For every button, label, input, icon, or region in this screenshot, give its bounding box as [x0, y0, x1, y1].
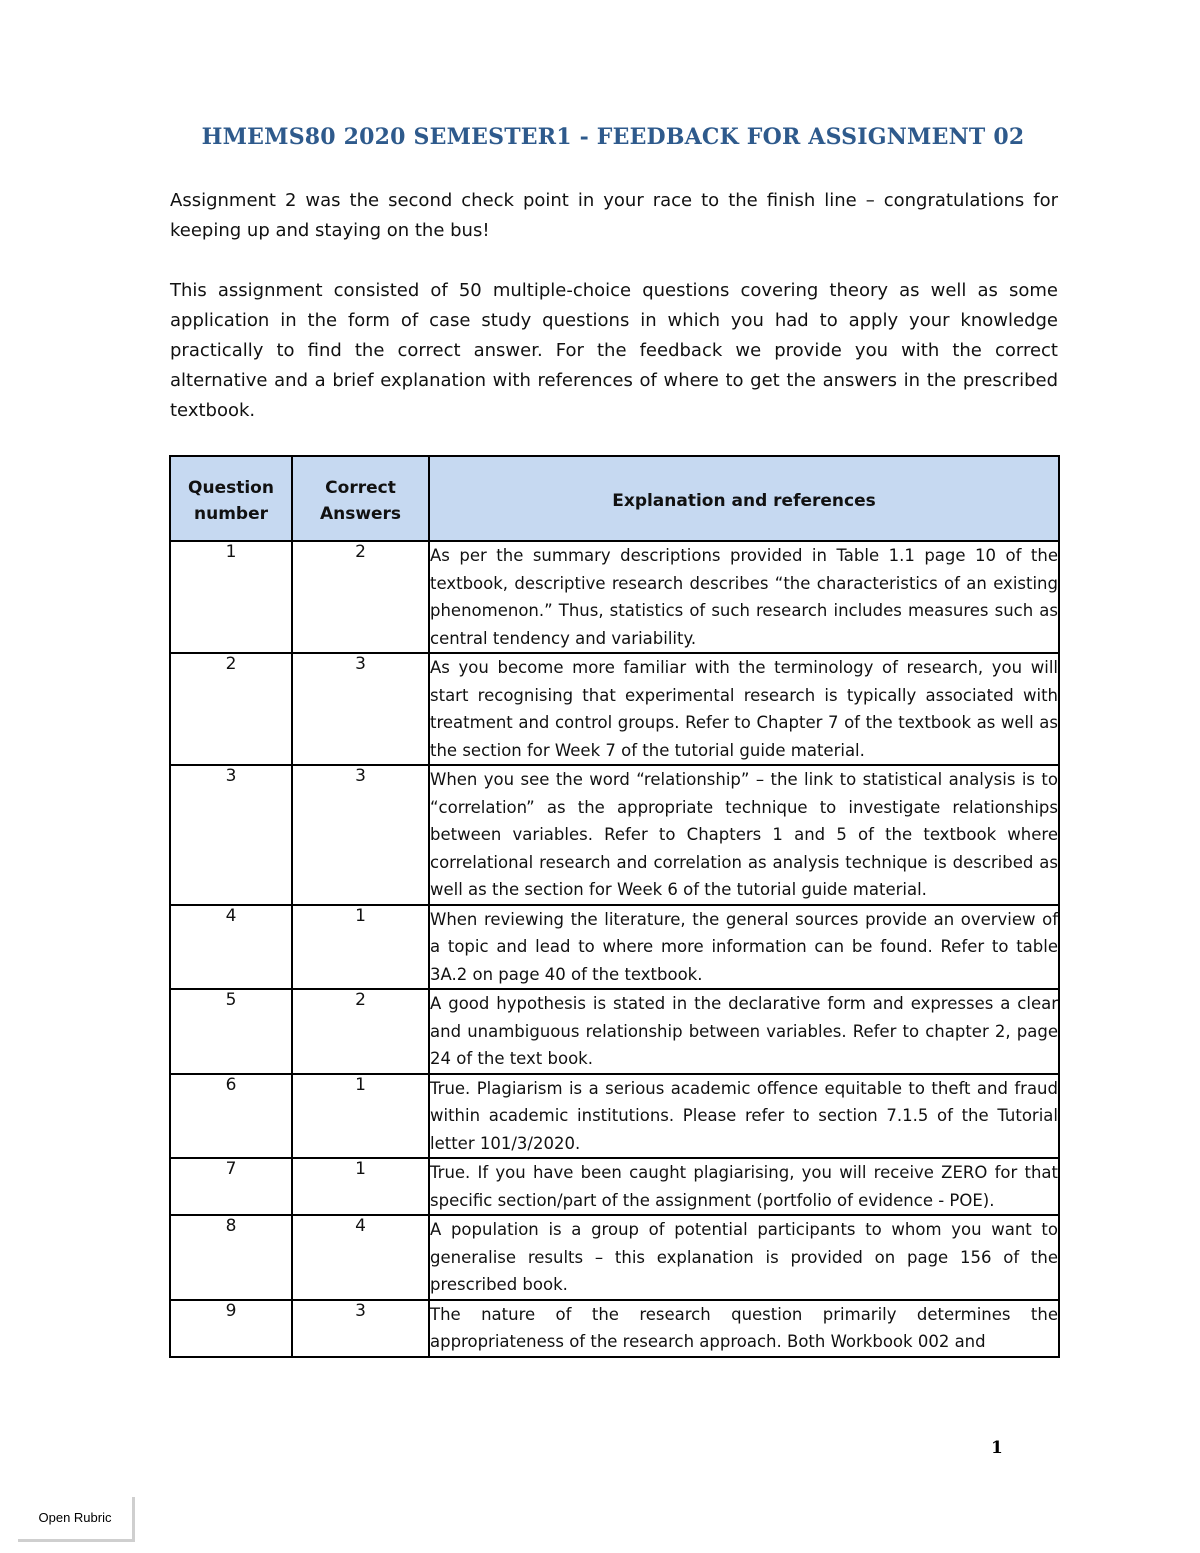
question-number: 9 [170, 1300, 292, 1357]
explanation: True. Plagiarism is a serious academic offence equitable to theft and fraud within academic institutions. Please refer to section 7.1.5 of the Tutorial letter 101/3/2020. [429, 1074, 1059, 1159]
question-number: 4 [170, 905, 292, 990]
table-row [170, 765, 1059, 905]
correct-answer: 1 [292, 1158, 429, 1215]
explanation: A population is a group of potential participants to whom you want to generalise results – this explanation is provided on page 156 of the prescribed book. [429, 1215, 1059, 1300]
explanation: When you see the word “relationship” – the link to statistical analysis is to “correlation” as the appropriate technique to investigate relationships between variables. Refer to Chapters 1 and 5 of the textbook where correlational research and correlation as analysis technique is described as well as the section for Week 6 of the tutorial guide material. [429, 765, 1059, 905]
table-row [170, 541, 1059, 653]
question-number: 5 [170, 989, 292, 1074]
page-number: 1 [991, 1438, 1003, 1458]
description-paragraph: This assignment consisted of 50 multiple-choice questions covering theory as well as some application in the form of case study questions in which you had to apply your knowledge practically to find the correct answer. For the feedback we provide you with the correct alternative and a brief explanation with references of where to get the answers in the prescribed textbook. [170, 280, 1058, 421]
intro-paragraph: Assignment 2 was the second check point in your race to the finish line – congratulations for keeping up and staying on the bus! [170, 190, 1058, 241]
table-row [170, 653, 1059, 765]
correct-answer: 3 [292, 1300, 429, 1357]
explanation: As you become more familiar with the terminology of research, you will start recognising that experimental research is typically associated with treatment and control groups. Refer to Chapter 7 of the textbook as well as the section for Week 7 of the tutorial guide material. [429, 653, 1059, 765]
question-number: 1 [170, 541, 292, 653]
header-explanation: Explanation and references [429, 456, 1059, 541]
correct-answer: 1 [292, 1074, 429, 1159]
explanation: The nature of the research question primarily determines the appropriateness of the research approach. Both Workbook 002 and [429, 1300, 1059, 1357]
question-number: 8 [170, 1215, 292, 1300]
feedback-table [169, 455, 1060, 1358]
explanation: When reviewing the literature, the general sources provide an overview of a topic and lead to where more information can be found. Refer to table 3A.2 on page 40 of the textbook. [429, 905, 1059, 990]
explanation: As per the summary descriptions provided in Table 1.1 page 10 of the textbook, descriptive research describes “the characteristics of an existing phenomenon.” Thus, statistics of such research includes measures such as central tendency and variability. [429, 541, 1059, 653]
correct-answer: 3 [292, 765, 429, 905]
open-rubric-button[interactable]: Open Rubric [18, 1497, 135, 1542]
header-correct-answers: Correct Answers [292, 456, 429, 541]
document-title: HMEMS80 2020 SEMESTER1 - FEEDBACK FOR ASSIGNMENT 02 [201, 124, 1025, 150]
explanation: True. If you have been caught plagiarising, you will receive ZERO for that specific section/part of the assignment (portfolio of evidence - POE). [429, 1158, 1059, 1215]
correct-answer: 1 [292, 905, 429, 990]
question-number: 2 [170, 653, 292, 765]
correct-answer: 2 [292, 541, 429, 653]
table-row [170, 1215, 1059, 1300]
table-header-row [170, 456, 1059, 541]
table-row [170, 1158, 1059, 1215]
table-row [170, 905, 1059, 990]
question-number: 7 [170, 1158, 292, 1215]
table-row [170, 989, 1059, 1074]
header-question-number: Question number [170, 456, 292, 541]
correct-answer: 2 [292, 989, 429, 1074]
question-number: 3 [170, 765, 292, 905]
table-row [170, 1074, 1059, 1159]
question-number: 6 [170, 1074, 292, 1159]
explanation: A good hypothesis is stated in the declarative form and expresses a clear and unambiguous relationship between variables. Refer to chapter 2, page 24 of the text book. [429, 989, 1059, 1074]
correct-answer: 3 [292, 653, 429, 765]
correct-answer: 4 [292, 1215, 429, 1300]
table-row [170, 1300, 1059, 1357]
